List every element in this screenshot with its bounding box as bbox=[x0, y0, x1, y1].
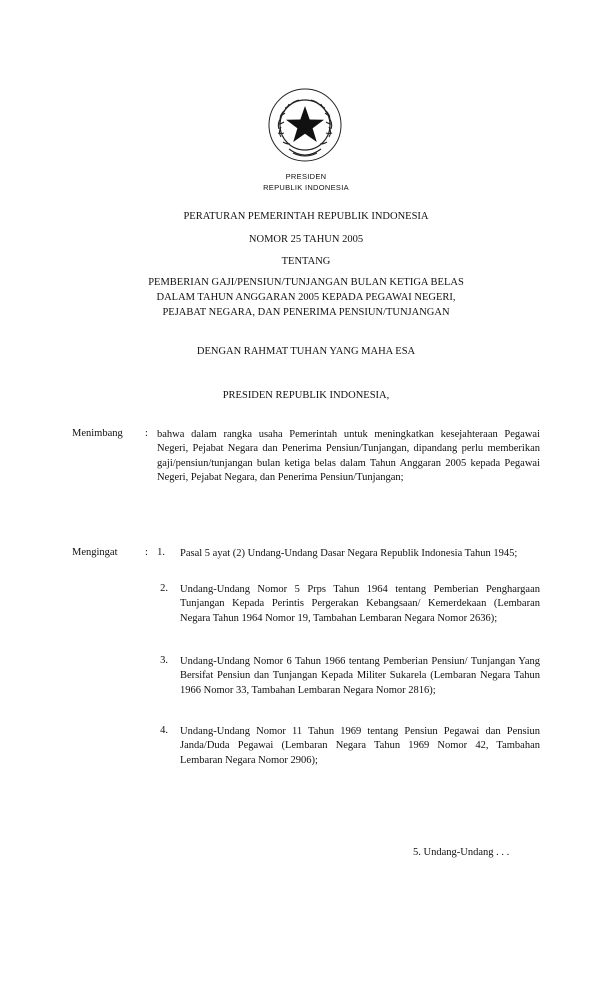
regulation-title: PERATURAN PEMERINTAH REPUBLIK INDONESIA bbox=[183, 211, 429, 222]
subject-line-1: PEMBERIAN GAJI/PENSIUN/TUNJANGAN BULAN KETIGA BELAS bbox=[148, 277, 464, 288]
mengingat-label: Mengingat bbox=[72, 547, 118, 558]
continuation-note: 5. Undang-Undang . . . bbox=[413, 847, 510, 858]
tentang-heading: TENTANG bbox=[281, 256, 331, 267]
menimbang-colon: : bbox=[145, 428, 148, 439]
item-number: 4. bbox=[160, 725, 168, 736]
list-item: Undang-Undang Nomor 5 Prps Tahun 1964 tentang Pemberian Penghargaan Tunjangan Kepada Perintis Pergerakan Kebangsaan/ Kemerdekaan (Lembaran Negara Tahun 1964 Nomor 19, Tambahan Lembaran Negara Nomor 2636); bbox=[180, 584, 540, 624]
header-presiden: PRESIDEN bbox=[285, 172, 327, 181]
mengingat-colon: : bbox=[145, 547, 148, 558]
header-republik: REPUBLIK INDONESIA bbox=[263, 183, 349, 192]
regulation-number: NOMOR 25 TAHUN 2005 bbox=[248, 234, 364, 245]
item-number: 1. bbox=[157, 547, 165, 558]
presidential-seal-star-icon bbox=[267, 87, 343, 163]
menimbang-label: Menimbang bbox=[72, 428, 123, 439]
list-item: Undang-Undang Nomor 6 Tahun 1966 tentang Pemberian Pensiun/ Tunjangan Yang Bersifat Pensiun dan Tunjangan Kepada Militer Sukarela (Lembaran Negara Tahun 1966 Nomor 33, Tambahan Lembaran Negara Nomor 2816); bbox=[180, 656, 540, 696]
list-item: Undang-Undang Nomor 11 Tahun 1969 tentang Pensiun Pegawai dan Pensiun Janda/Duda Pegawai (Lembaran Negara Tahun 1969 Nomor 42, Tambahan Lembaran Negara Nomor 2906); bbox=[180, 726, 540, 766]
issuer: PRESIDEN REPUBLIK INDONESIA, bbox=[222, 390, 390, 401]
item-number: 2. bbox=[160, 583, 168, 594]
invocation: DENGAN RAHMAT TUHAN YANG MAHA ESA bbox=[196, 346, 416, 357]
list-item: Pasal 5 ayat (2) Undang-Undang Dasar Negara Republik Indonesia Tahun 1945; bbox=[180, 548, 518, 559]
item-number: 3. bbox=[160, 655, 168, 666]
subject-line-2: DALAM TAHUN ANGGARAN 2005 KEPADA PEGAWAI NEGERI, bbox=[156, 292, 456, 303]
subject-line-3: PEJABAT NEGARA, DAN PENERIMA PENSIUN/TUNJANGAN bbox=[162, 307, 450, 318]
menimbang-text: bahwa dalam rangka usaha Pemerintah untuk meningkatkan kesejahteraan Pegawai Negeri, Pejabat Negara dan Penerima Pensiun/Tunjangan, dipandang perlu memberikan gaji/pensiun/tunjangan bulan ketiga belas dalam Tahun Anggaran 2005 kepada Pegawai Negeri, Pejabat Negara, dan Penerima Pensiun/Tunjangan; bbox=[157, 429, 540, 484]
